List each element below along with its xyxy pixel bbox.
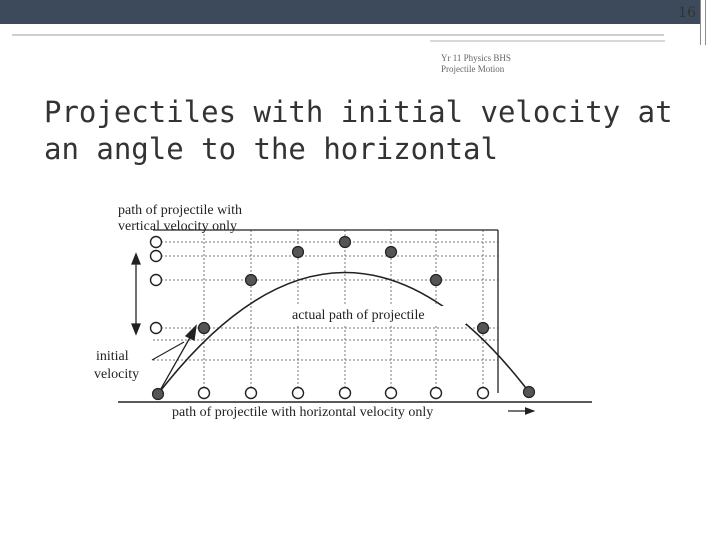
vertical-path-label-line1: path of projectile with	[118, 203, 243, 218]
header-rule	[12, 34, 664, 36]
actual-position-dot	[386, 247, 397, 258]
vertical-position-dot	[151, 251, 162, 262]
actual-position-dot	[340, 237, 351, 248]
vertical-arrow	[132, 254, 140, 334]
slide-title: Projectiles with initial velocity at an angle to the horizontal	[44, 95, 673, 166]
actual-position-dot	[153, 389, 164, 400]
actual-position-dot	[293, 247, 304, 258]
projectile-diagram	[88, 190, 608, 430]
actual-position-dot	[246, 275, 257, 286]
horizontal-position-dot	[293, 388, 304, 399]
vertical-path-label-line2: vertical velocity only	[118, 219, 237, 234]
header-divider	[705, 0, 706, 45]
page-number: 16	[678, 5, 696, 21]
actual-position-dot	[431, 275, 442, 286]
top-bar-end	[700, 0, 720, 24]
horizontal-position-dot	[199, 388, 210, 399]
initial-velocity-label-line1: initial	[96, 349, 129, 364]
vertical-position-dot	[151, 323, 162, 334]
slide-header	[441, 53, 511, 75]
horizontal-path-label: path of projectile with horizontal velocity only	[172, 405, 434, 420]
vertical-position-dot	[151, 275, 162, 286]
horizontal-position-dot	[246, 388, 257, 399]
actual-position-dot	[524, 387, 535, 398]
header-line: Yr 11 Physics BHS	[441, 53, 511, 63]
header-rule	[430, 40, 665, 42]
horizontal-position-dot	[340, 388, 351, 399]
actual-position-dot	[199, 323, 210, 334]
initial-velocity-label-line2: velocity	[94, 367, 140, 382]
actual-position-dot	[478, 323, 489, 334]
vertical-path-dots	[151, 237, 162, 334]
header-line: Projectile Motion	[441, 64, 505, 74]
horizontal-position-dot	[386, 388, 397, 399]
arrow-up-icon	[132, 254, 140, 264]
initial-velocity-shaft	[158, 334, 192, 394]
actual-path-curve	[158, 272, 529, 394]
horizontal-position-dot	[478, 388, 489, 399]
horizontal-path-dots	[199, 388, 489, 399]
actual-path-label: actual path of projectile	[292, 308, 425, 323]
header-divider	[700, 0, 701, 45]
top-bar	[0, 0, 700, 24]
horizontal-position-dot	[431, 388, 442, 399]
vertical-position-dot	[151, 237, 162, 248]
arrow-down-icon	[132, 324, 140, 334]
